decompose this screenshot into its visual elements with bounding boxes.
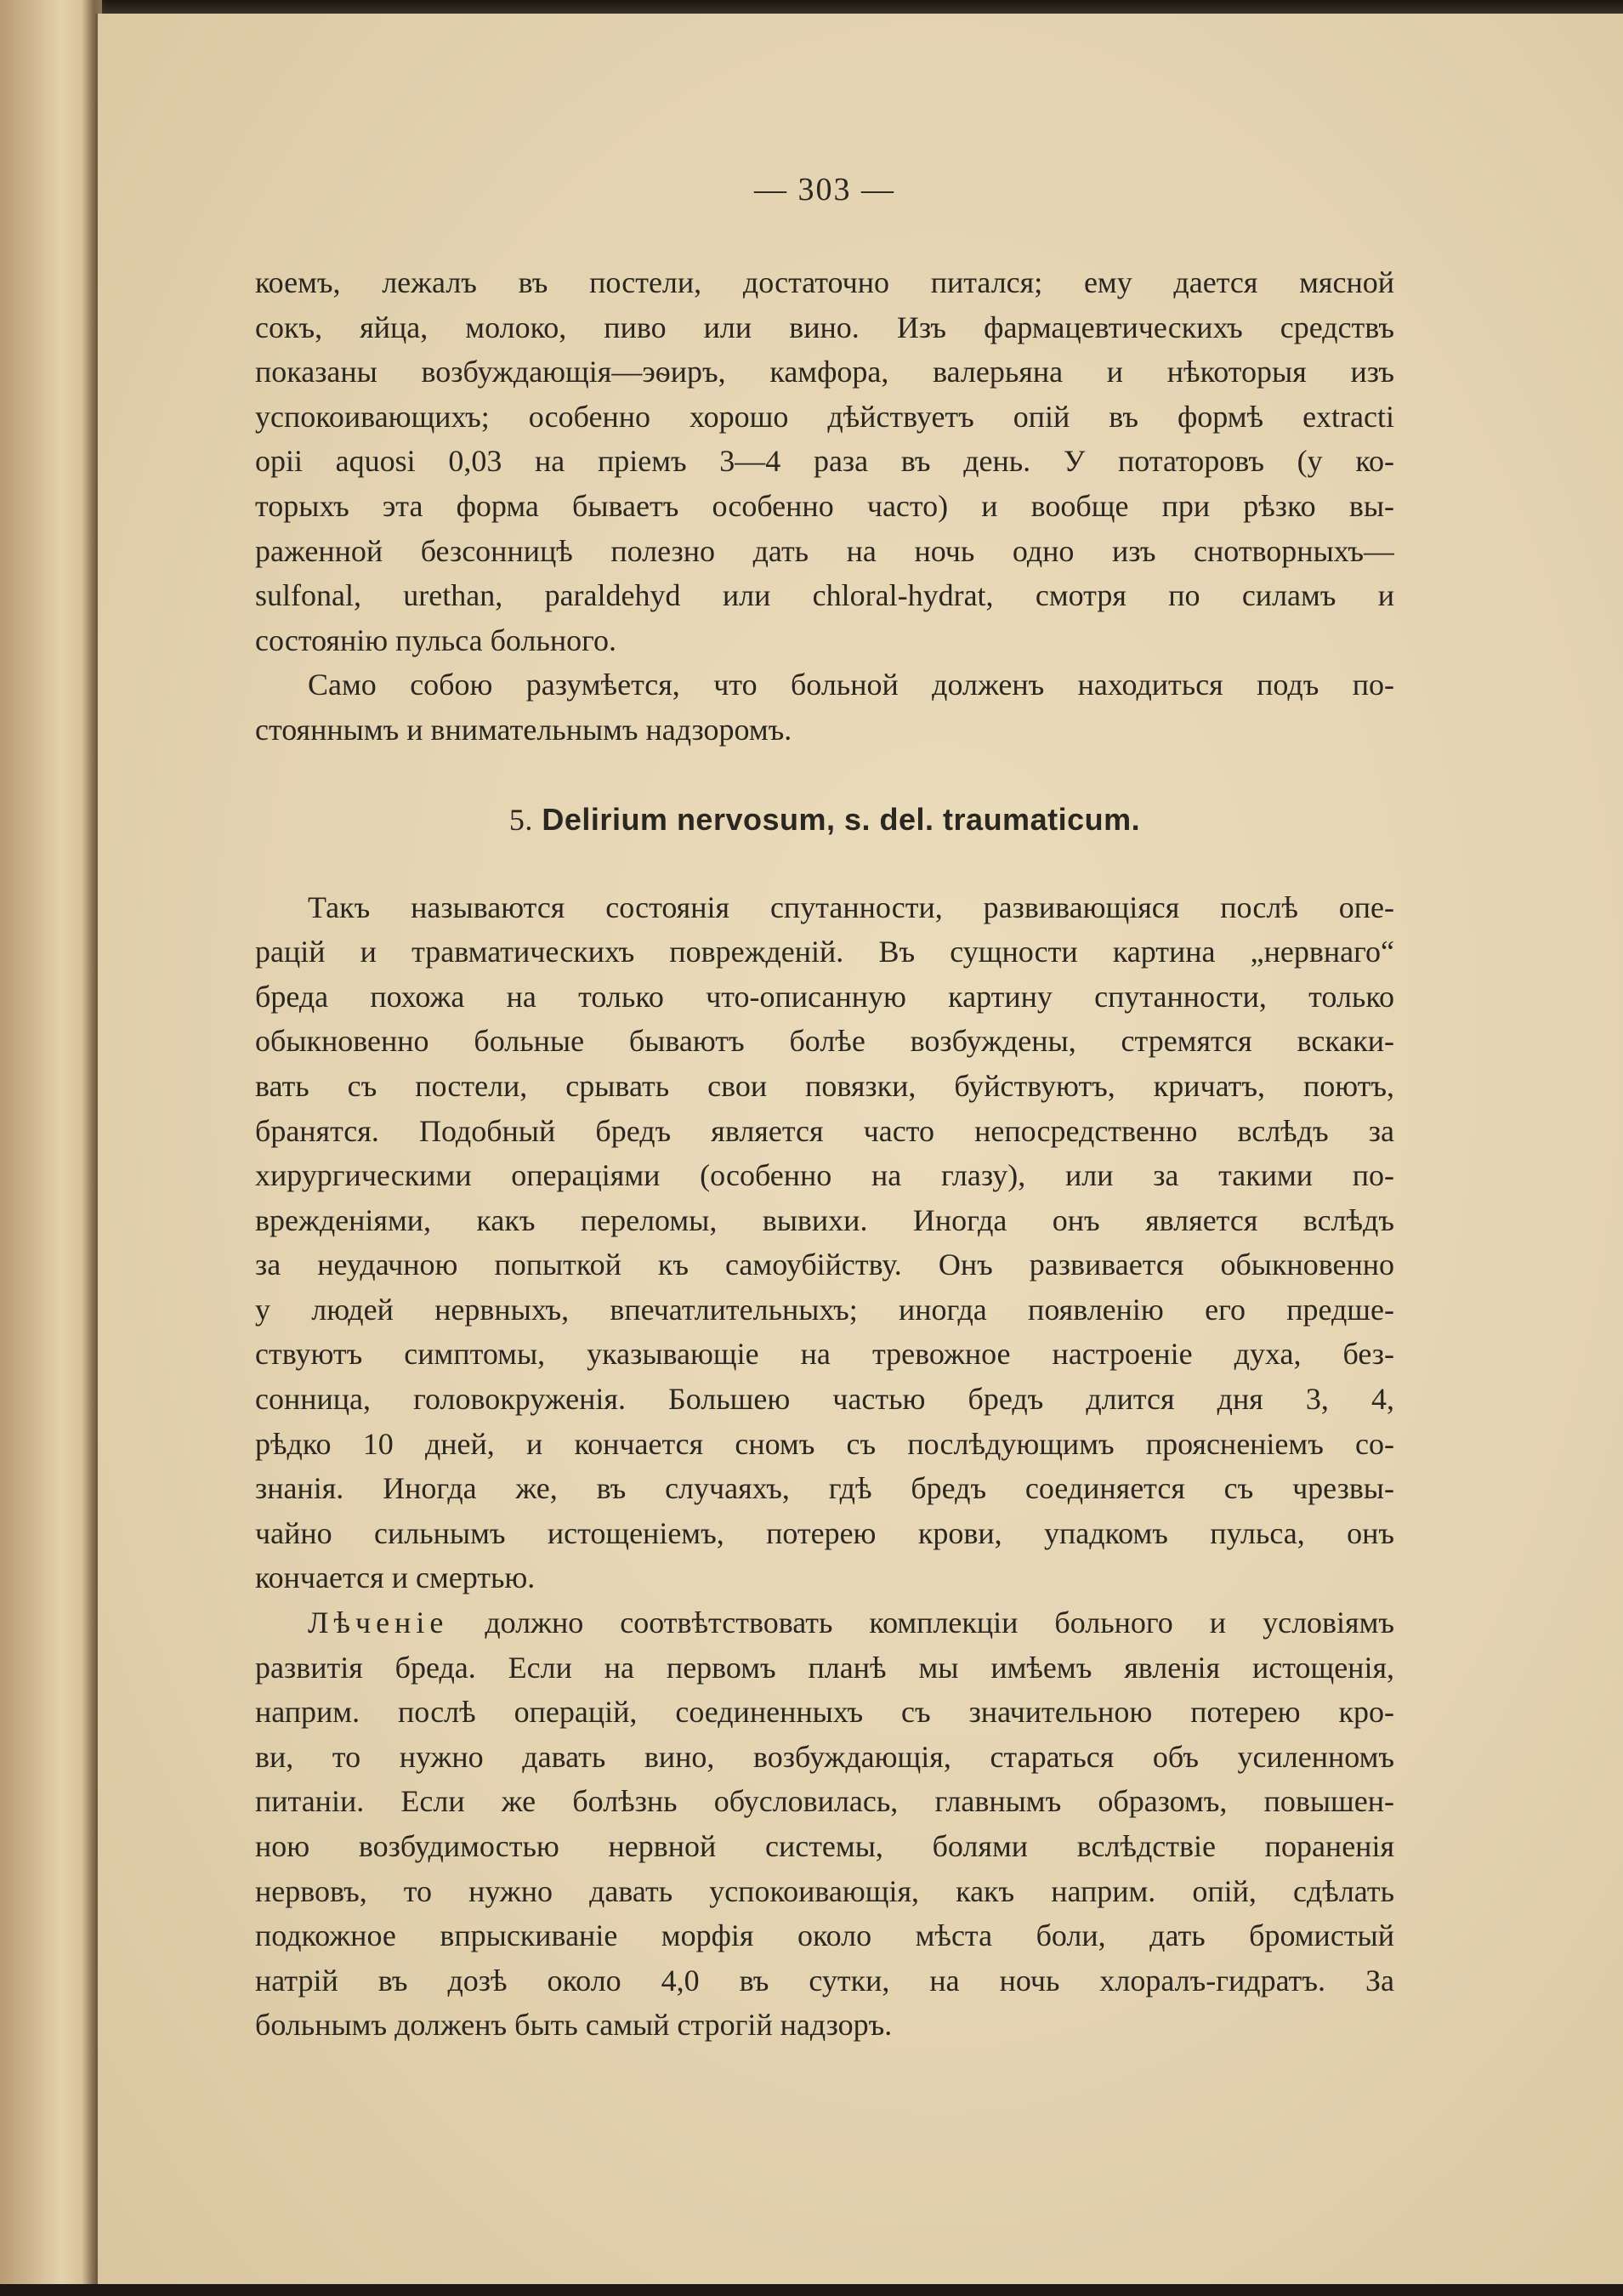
text-line: питаніи. Если же болѣзнь обусловилась, главнымъ образомъ, повышен- — [255, 1784, 1394, 1819]
line-rest: должно соотвѣтствовать комплекціи больного и условіямъ — [485, 1605, 1394, 1640]
page-number: — 303 — — [754, 172, 895, 207]
text-line: хирургическими операціями (особенно на глазу), или за такими по- — [255, 1158, 1394, 1193]
emphasized-word: Лѣченіе — [308, 1605, 449, 1640]
text-line: врежденіями, какъ переломы, вывихи. Иногда онъ является вслѣдъ — [255, 1202, 1394, 1237]
scan-bottom-edge — [0, 2284, 1623, 2296]
text-line: ною возбудимостью нервной системы, болями вслѣдствіе пораненія — [255, 1829, 1394, 1863]
text-line: сокъ, яйца, молоко, пиво или вино. Изъ фармацевтическихъ средствъ — [255, 310, 1394, 344]
page-text — [255, 170, 1394, 2048]
text-line: бранятся. Подобный бредъ является часто непосредственно вслѣдъ за — [255, 1113, 1394, 1148]
text-line: opii aquosi 0,03 на пріемъ 3—4 раза въ день. У потаторовъ (у ко- — [255, 444, 1394, 479]
text-line: кончается и смертью. — [255, 1560, 536, 1595]
section-title: Delirium nervosum, s. del. traumaticum. — [542, 801, 1141, 837]
text-line: Такъ называются состоянія спутанности, развивающіяся послѣ опе- — [308, 889, 1394, 924]
scan-top-edge — [0, 0, 1623, 14]
text-line: больнымъ долженъ быть самый строгій надзоръ. — [255, 2008, 893, 2043]
text-line: вать съ постели, срывать свои повязки, буйствуютъ, кричатъ, поютъ, — [255, 1068, 1394, 1103]
text-line: показаны возбуждающія—эѳиръ, камфора, валерьяна и нѣкоторыя изъ — [255, 355, 1394, 389]
text-line: натрій въ дозѣ около 4,0 въ сутки, на ночь хлоралъ-гидратъ. За — [255, 1963, 1394, 1998]
text-line: развитія бреда. Если на первомъ планѣ мы имѣемъ явленія истощенія, — [255, 1650, 1394, 1685]
text-line: подкожное впрыскиваніе морфія около мѣста боли, дать бромистый — [255, 1918, 1394, 1953]
text-line: стояннымъ и внимательнымъ надзоромъ. — [255, 712, 792, 747]
text-line: наприм. послѣ операцій, соединенныхъ съ значительною потерею кро- — [255, 1695, 1394, 1730]
text-line: ствуютъ симптомы, указывающіе на тревожное настроеніе духа, без- — [255, 1337, 1394, 1372]
text-line: бреда похожа на только что-описанную картину спутанности, только — [255, 979, 1394, 1014]
text-line: обыкновенно больные бываютъ болѣе возбуждены, стремятся вскаки- — [255, 1024, 1394, 1059]
text-line: рацій и травматическихъ поврежденій. Въ сущности картина „нервнаго“ — [255, 935, 1394, 969]
paragraph-4 — [255, 1600, 1394, 2048]
text-line: торыхъ эта форма бываетъ особенно часто) и вообще при рѣзко вы- — [255, 488, 1394, 523]
text-line: нервовъ, то нужно давать успокоивающія, какъ наприм. опій, сдѣлать — [255, 1873, 1394, 1908]
text-line: Само собою разумѣется, что больной долженъ находиться подъ по- — [308, 668, 1394, 702]
text-line — [255, 1600, 1394, 1645]
text-line: сонница, головокруженія. Большею частью бредъ длится дня 3, 4, — [255, 1382, 1394, 1417]
section-number: 5. — [508, 802, 533, 837]
text-line: раженной безсонницѣ полезно дать на ночь одно изъ снотворныхъ— — [255, 533, 1394, 568]
text-line: за неудачною попыткой къ самоубійству. Онъ развивается обыкновенно — [255, 1247, 1394, 1282]
text-line: ви, то нужно давать вино, возбуждающія, стараться объ усиленномъ — [255, 1739, 1394, 1774]
text-line: состоянію пульса больного. — [255, 622, 616, 657]
paragraph-2 — [255, 662, 1394, 752]
paragraph-3 — [255, 885, 1394, 1601]
paragraph-1 — [255, 260, 1394, 662]
text-line: sulfonal, urethan, paraldehyd или chloral-hydrat, смотря по силамъ и — [255, 578, 1394, 613]
text-line: чайно сильнымъ истощеніемъ, потерею крови, упадкомъ пульса, онъ — [255, 1515, 1394, 1550]
text-line: коемъ, лежалъ въ постели, достаточно питался; ему дается мясной — [255, 265, 1394, 299]
text-line: у людей нервныхъ, впечатлительныхъ; иногда появленію его предше- — [255, 1292, 1394, 1327]
text-line: знанія. Иногда же, въ случаяхъ, гдѣ бредъ соединяется съ чрезвы- — [255, 1471, 1394, 1506]
text-line: рѣдко 10 дней, и кончается сномъ съ послѣдующимъ проясненіемъ со- — [255, 1426, 1394, 1461]
text-line: успокоивающихъ; особенно хорошо дѣйствуетъ опій въ формѣ extracti — [255, 399, 1394, 434]
section-heading — [255, 798, 1394, 841]
